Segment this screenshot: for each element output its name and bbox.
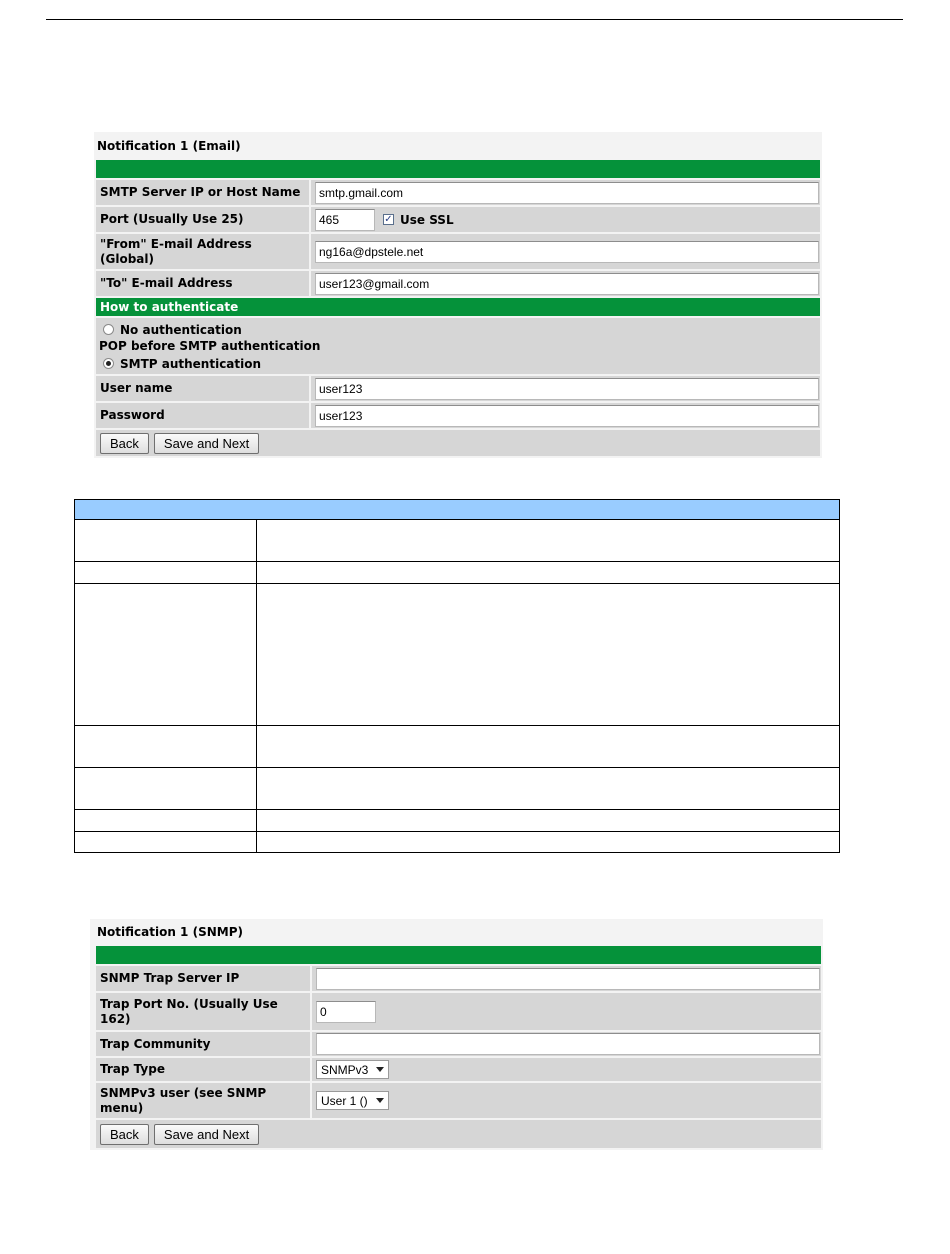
auth-option-smtp[interactable]: SMTP authentication: [96, 355, 820, 372]
from-address-row: [96, 234, 820, 269]
trap-type-select[interactable]: SNMPv3: [316, 1060, 389, 1079]
trap-server-input[interactable]: [316, 968, 820, 990]
smtp-server-row: [96, 180, 820, 205]
use-ssl-checkbox[interactable]: ✓: [384, 213, 393, 225]
email-button-bar: [96, 430, 820, 456]
email-notification-panel: [94, 132, 822, 458]
table-header-row: [75, 500, 840, 520]
table-row: [75, 584, 840, 726]
back-button[interactable]: Back: [100, 433, 149, 454]
snmp-panel-title: Notification 1 (SNMP): [97, 925, 243, 939]
trap-server-label: SNMP Trap Server IP: [96, 966, 310, 991]
trap-type-label: Trap Type: [96, 1058, 310, 1081]
trap-port-row: [96, 993, 821, 1030]
table-row: [75, 832, 840, 853]
email-panel-title: Notification 1 (Email): [97, 139, 241, 153]
trap-server-row: [96, 966, 821, 991]
table-row: [75, 768, 840, 810]
from-address-input[interactable]: ng16a@dpstele.net: [315, 241, 819, 263]
back-button[interactable]: Back: [100, 1124, 149, 1145]
chevron-down-icon: [376, 1098, 384, 1103]
password-row: [96, 403, 820, 428]
page-top-rule: [46, 19, 903, 20]
radio-smtp[interactable]: [103, 358, 114, 369]
password-label: Password: [96, 403, 309, 428]
from-address-label: "From" E-mail Address (Global): [96, 234, 309, 269]
auth-option-pop-before-smtp[interactable]: POP before SMTP authentication: [99, 339, 321, 353]
to-address-row: [96, 271, 820, 296]
radio-none[interactable]: [103, 324, 114, 335]
user-name-label: User name: [96, 376, 309, 401]
port-row: [96, 207, 820, 232]
auth-options: [96, 318, 820, 374]
snmp-button-bar: [96, 1120, 821, 1148]
trap-port-label: Trap Port No. (Usually Use 162): [96, 993, 310, 1030]
table-row: [75, 520, 840, 562]
auth-option-none[interactable]: No authentication: [96, 321, 820, 338]
smtp-server-input[interactable]: smtp.gmail.com: [315, 182, 819, 204]
email-green-bar: [96, 160, 820, 178]
table-row: [75, 562, 840, 584]
to-address-label: "To" E-mail Address: [96, 271, 309, 296]
snmpv3-user-select[interactable]: User 1 (): [316, 1091, 389, 1110]
save-and-next-button[interactable]: Save and Next: [154, 1124, 259, 1145]
trap-community-label: Trap Community: [96, 1032, 310, 1056]
use-ssl-label: Use SSL: [400, 212, 454, 227]
to-address-input[interactable]: user123@gmail.com: [315, 273, 819, 295]
table-row: [75, 726, 840, 768]
trap-port-input[interactable]: 0: [316, 1001, 376, 1023]
field-description-table: [74, 499, 840, 853]
user-name-input[interactable]: user123: [315, 378, 819, 400]
auth-section-header: How to authenticate: [96, 298, 820, 316]
smtp-server-label: SMTP Server IP or Host Name: [96, 180, 309, 205]
save-and-next-button[interactable]: Save and Next: [154, 433, 259, 454]
table-row: [75, 810, 840, 832]
trap-community-input[interactable]: [316, 1033, 820, 1055]
snmp-notification-panel: [90, 919, 823, 1150]
chevron-down-icon: [376, 1067, 384, 1072]
password-input[interactable]: user123: [315, 405, 819, 427]
snmpv3-user-row: [96, 1083, 821, 1118]
snmpv3-user-label: SNMPv3 user (see SNMP menu): [96, 1083, 310, 1118]
trap-community-row: [96, 1032, 821, 1056]
port-label: Port (Usually Use 25): [96, 207, 309, 232]
snmp-green-bar: [96, 946, 821, 964]
port-input[interactable]: 465: [315, 209, 375, 231]
trap-type-row: [96, 1058, 821, 1081]
user-name-row: [96, 376, 820, 401]
